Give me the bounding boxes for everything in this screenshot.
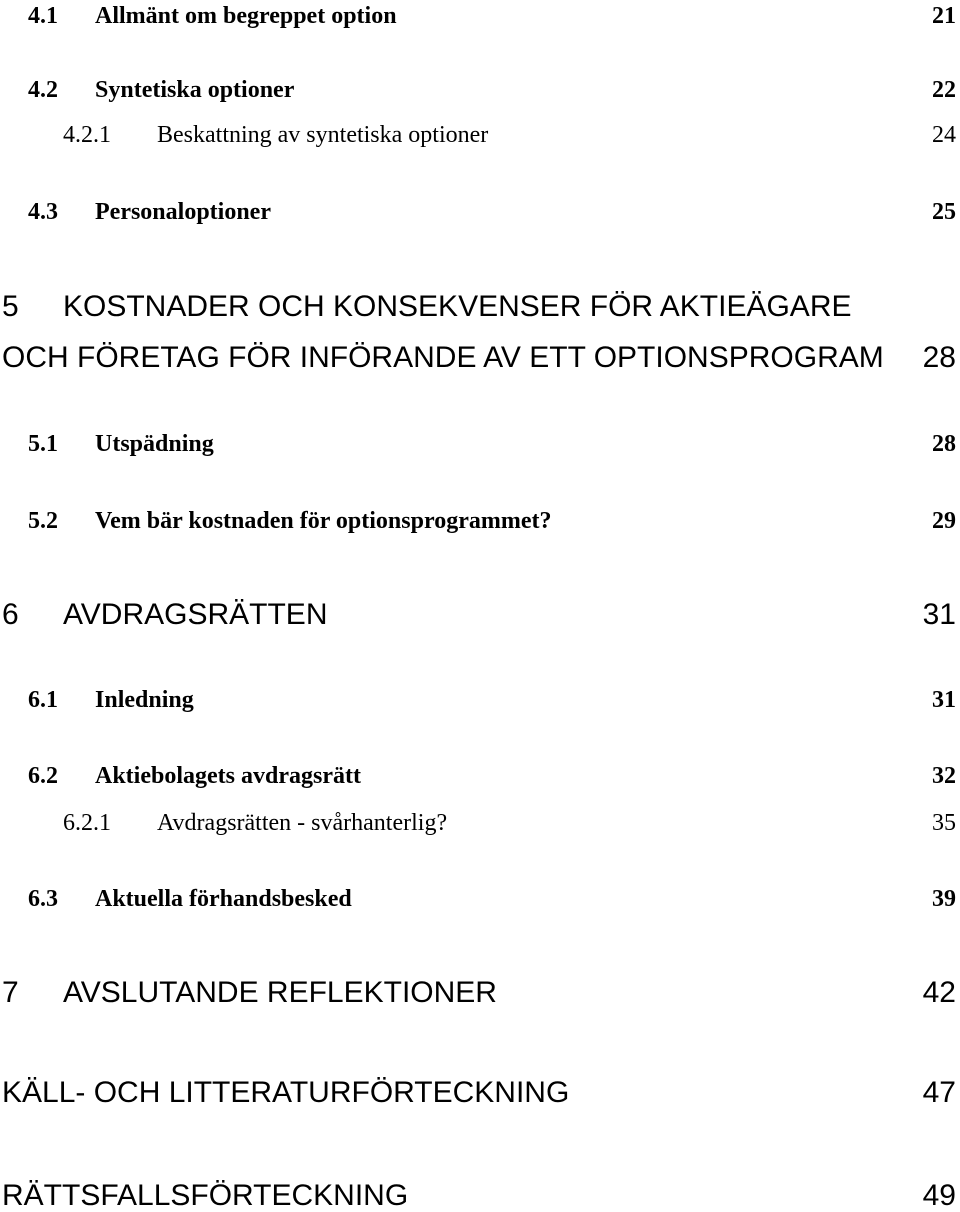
toc-page-number: 22 xyxy=(932,77,956,103)
toc-title: Inledning xyxy=(95,687,194,713)
toc-number: 4.3 xyxy=(28,199,58,225)
toc-page-number: 47 xyxy=(922,1076,956,1109)
toc-page-number: 21 xyxy=(932,3,956,29)
toc-page-number: 32 xyxy=(932,763,956,789)
toc-title-continuation: OCH FÖRETAG FÖR INFÖRANDE AV ETT OPTIONSPROGRAM xyxy=(2,341,884,374)
toc-number: 7 xyxy=(2,976,19,1009)
toc-title: AVSLUTANDE REFLEKTIONER xyxy=(63,976,497,1009)
toc-title: Aktiebolagets avdragsrätt xyxy=(95,763,361,789)
toc-number: 6 xyxy=(2,598,19,631)
toc-page-number: 28 xyxy=(922,341,956,374)
toc-page-number: 39 xyxy=(932,886,956,912)
toc-title: Vem bär kostnaden för optionsprogrammet? xyxy=(95,508,552,534)
toc-page-number: 28 xyxy=(932,431,956,457)
toc-page-number: 49 xyxy=(922,1179,956,1212)
toc-number: 5 xyxy=(2,290,19,323)
toc-number: 5.2 xyxy=(28,508,58,534)
toc-number: 4.2.1 xyxy=(63,122,111,148)
toc-page-number: 42 xyxy=(922,976,956,1009)
toc-number: 4.1 xyxy=(28,3,58,29)
toc-number: 6.2 xyxy=(28,763,58,789)
toc-title: Utspädning xyxy=(95,431,214,457)
toc-title: Avdragsrätten - svårhanterlig? xyxy=(157,810,448,836)
toc-title: Syntetiska optioner xyxy=(95,77,295,103)
toc-number: 6.3 xyxy=(28,886,58,912)
toc-number: 6.1 xyxy=(28,687,58,713)
toc-number: 4.2 xyxy=(28,77,58,103)
toc-number: 6.2.1 xyxy=(63,810,111,836)
toc-title: AVDRAGSRÄTTEN xyxy=(63,598,328,631)
toc-page-number: 31 xyxy=(922,598,956,631)
toc-page-number: 25 xyxy=(932,199,956,225)
toc-page-number: 24 xyxy=(932,122,956,148)
toc-page-number: 31 xyxy=(932,687,956,713)
toc-title: KOSTNADER OCH KONSEKVENSER FÖR AKTIEÄGARE xyxy=(63,290,852,323)
toc-title: RÄTTSFALLSFÖRTECKNING xyxy=(2,1179,409,1212)
toc-title: Allmänt om begreppet option xyxy=(95,3,397,29)
toc-title: Personaloptioner xyxy=(95,199,271,225)
toc-page-number: 29 xyxy=(932,508,956,534)
toc-title: Aktuella förhandsbesked xyxy=(95,886,352,912)
toc-title: Beskattning av syntetiska optioner xyxy=(157,122,489,148)
toc-number: 5.1 xyxy=(28,431,58,457)
toc-page-number: 35 xyxy=(932,810,956,836)
toc-title: KÄLL- OCH LITTERATURFÖRTECKNING xyxy=(2,1076,570,1109)
